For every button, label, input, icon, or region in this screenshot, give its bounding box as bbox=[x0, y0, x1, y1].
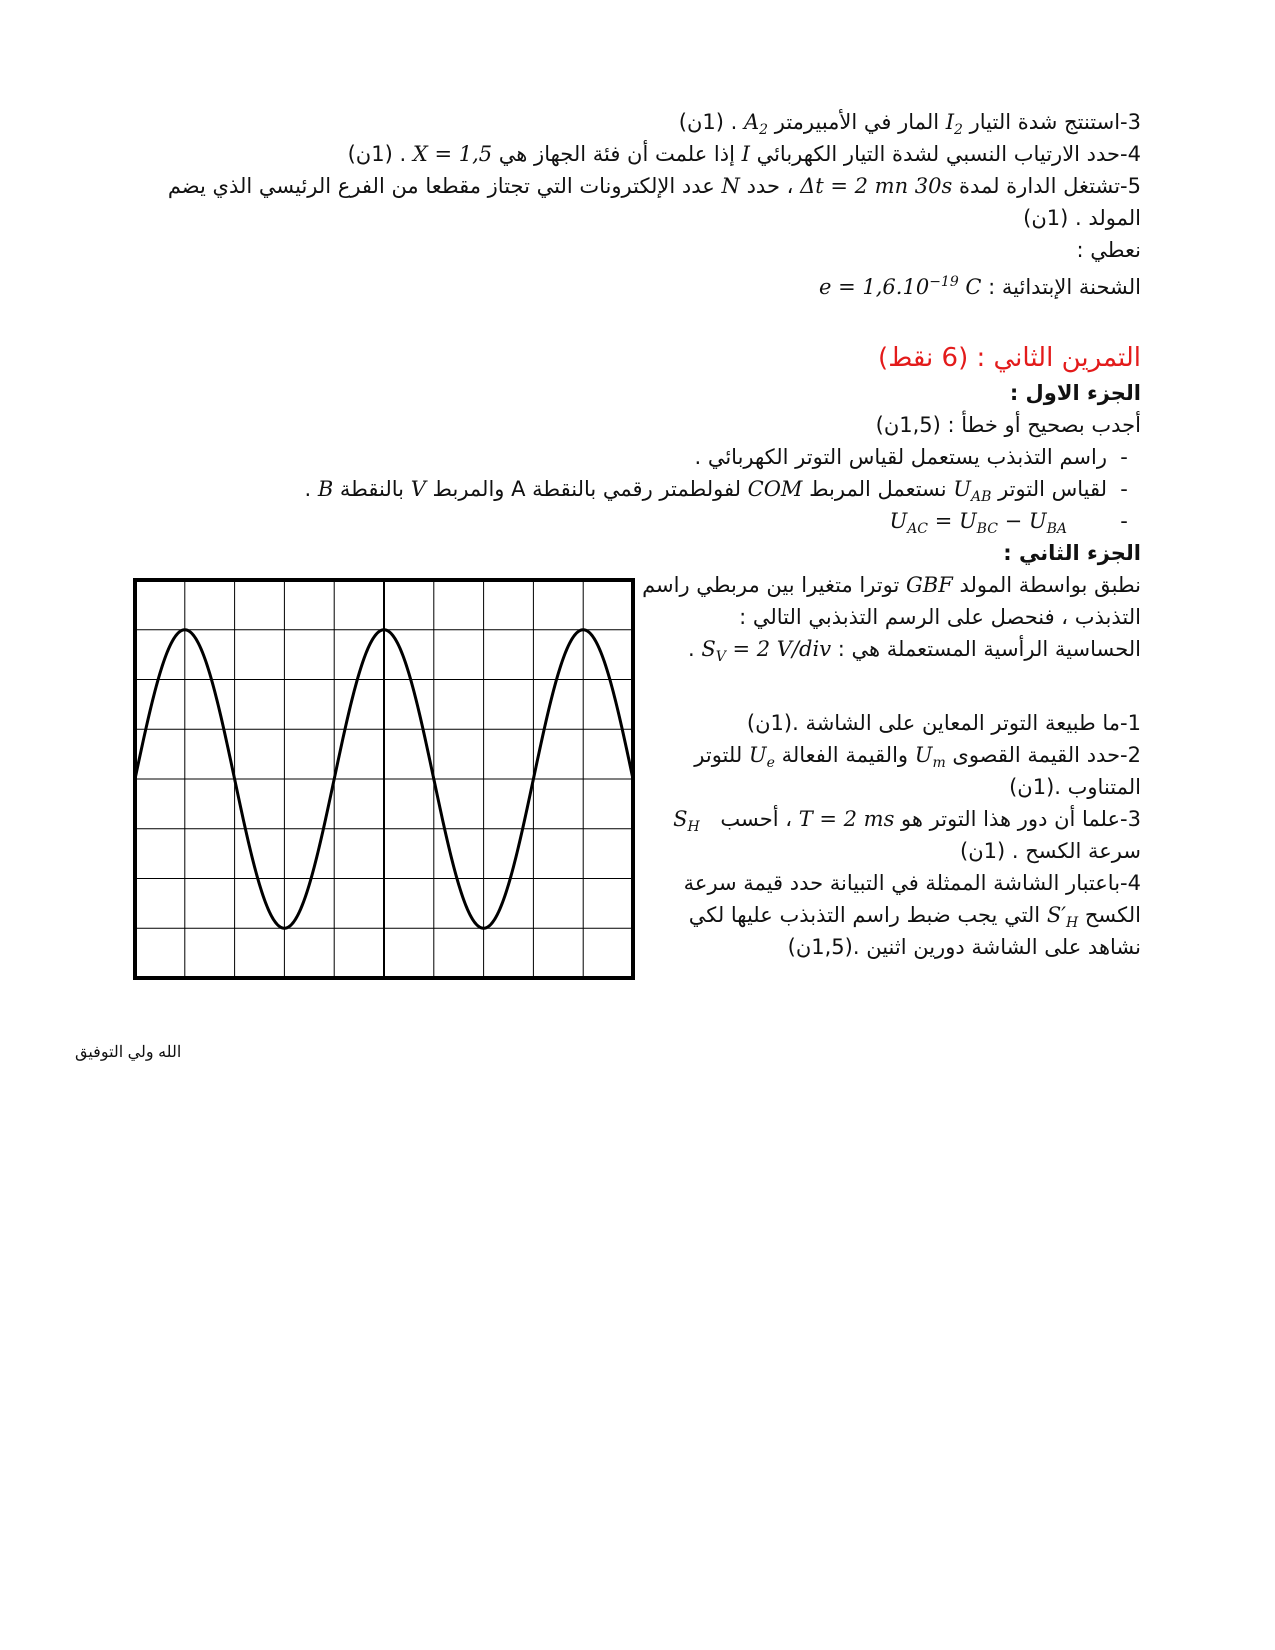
period-value: T = 2 ms bbox=[798, 807, 895, 831]
q4b-text-b: التي يجب ضبط راسم التذبذب عليها لكي bbox=[688, 903, 1047, 927]
part2-question-4: 4-باعتبار الشاشة الممثلة في التبيانة حدد قيمة سرعة bbox=[683, 871, 1141, 895]
intro-text-b: توترا متغيرا بين مربطي راسم bbox=[642, 573, 907, 597]
sensitivity-value: $S_V = 2$ V/div bbox=[701, 637, 832, 666]
statement-2-text-b: نستعمل المربط bbox=[802, 477, 954, 501]
statement-2-text-c: لفولطمتر رقمي بالنقطة A والمربط bbox=[425, 477, 748, 501]
electron-count-symbol: N bbox=[721, 174, 740, 198]
q4-points: . (1ن) bbox=[347, 142, 413, 166]
max-voltage-symbol: $U_m$ bbox=[914, 743, 946, 772]
q3-points: . (1ن) bbox=[678, 110, 744, 134]
q3-text: 3-استنتج شدة التيار bbox=[962, 110, 1141, 134]
dash: - bbox=[1120, 445, 1128, 469]
true-false-instruction: أجدب بصحيح أو خطأ : (1,5ن) bbox=[875, 413, 1141, 437]
class-value: X = 1,5 bbox=[412, 142, 493, 166]
q2-text-c: للتوتر bbox=[694, 743, 749, 767]
part-1-title: الجزء الاول : bbox=[1009, 381, 1141, 405]
given-label: نعطي : bbox=[1076, 238, 1141, 262]
new-sweep-symbol: $S'_H$ bbox=[1046, 903, 1079, 932]
q2-text-b: والقيمة الفعالة bbox=[774, 743, 915, 767]
dash: - bbox=[1120, 477, 1128, 501]
statement-2-end: . bbox=[304, 477, 318, 501]
intro-line-2: التذبذب ، فنحصل على الرسم التذبذبي التالي : bbox=[739, 605, 1141, 629]
generator-symbol: GBF bbox=[906, 573, 953, 597]
closing-note: الله ولي التوفيق bbox=[75, 1044, 182, 1061]
current-symbol: $I_2$ bbox=[945, 110, 963, 139]
intro-end: . bbox=[687, 637, 702, 661]
q4-text-b: إذا علمت أن فئة الجهاز هي bbox=[492, 142, 742, 166]
intro-line-3 bbox=[688, 634, 1141, 672]
q4-text: 4-حدد الارتياب النسبي لشدة التيار الكهربائي bbox=[749, 142, 1141, 166]
statement-2-text: لقياس التوتر bbox=[991, 477, 1107, 501]
q3-text-b: المار في الأمبيرمتر bbox=[768, 110, 946, 134]
question-4 bbox=[348, 139, 1141, 169]
sensitivity-label: الحساسية الرأسية المستعملة هي : bbox=[831, 637, 1141, 661]
question-5 bbox=[168, 171, 1141, 201]
duration: Δt = 2 mn 30s bbox=[800, 174, 953, 198]
current-symbol: I bbox=[741, 142, 750, 166]
part2-question-2-line2: المتناوب .(1ن) bbox=[1009, 775, 1141, 799]
q5-text: 5-تشتغل الدارة لمدة bbox=[952, 174, 1141, 198]
statement-1 bbox=[694, 442, 1141, 472]
voltage-symbol: $U_{AB}$ bbox=[953, 477, 992, 506]
part2-question-1: 1-ما طبيعة التوتر المعاين على الشاشة .(1ن) bbox=[746, 711, 1141, 735]
charge-label: الشحنة الإبتدائية : bbox=[981, 275, 1141, 299]
q4b-text: الكسح bbox=[1078, 903, 1141, 927]
intro-line-1 bbox=[642, 570, 1141, 600]
q3b-text: 3-علما أن دور هذا التوتر هو bbox=[894, 807, 1141, 831]
rms-voltage-symbol: $U_e$ bbox=[748, 743, 775, 772]
oscilloscope-screen bbox=[133, 578, 635, 980]
exercise-2-title: التمرين الثاني : (6 نقط) bbox=[878, 343, 1141, 373]
q2-text: 2-حدد القيمة القصوى bbox=[945, 743, 1141, 767]
ammeter-symbol: $A_2$ bbox=[743, 110, 769, 139]
q5-text-c: عدد الإلكترونات التي تجتاز مقطعا من الفرع الرئيسي الذي يضم bbox=[167, 174, 722, 198]
elementary-charge bbox=[819, 267, 1141, 302]
part2-question-4-line3: نشاهد على الشاشة دورين اثنين .(1,5ن) bbox=[787, 935, 1141, 959]
sweep-symbol: $S_H$ bbox=[673, 807, 700, 836]
statement-2-text-d: بالنقطة bbox=[333, 477, 411, 501]
question-5-line2: المولد . (1ن) bbox=[1023, 206, 1141, 230]
intro-text: نطبق بواسطة المولد bbox=[952, 573, 1141, 597]
v-terminal: V bbox=[410, 477, 426, 501]
point-b: B bbox=[317, 477, 334, 501]
charge-value: $e = 1,6.10^{-19}$ C bbox=[819, 274, 982, 299]
voltage-equation: $U_{AC} = U_{BC} - U_{BA}$ bbox=[889, 509, 1067, 538]
part-2-title: الجزء الثاني : bbox=[1003, 541, 1141, 565]
com-terminal: COM bbox=[747, 477, 803, 501]
q5-text-b: ، حدد bbox=[739, 174, 801, 198]
dash: - bbox=[1120, 509, 1128, 533]
statement-1-text: راسم التذبذب يستعمل لقياس التوتر الكهربائي . bbox=[694, 445, 1107, 469]
q3b-text-b: ، أحسب bbox=[713, 807, 799, 831]
part2-question-3-line2: سرعة الكسح . (1ن) bbox=[960, 839, 1141, 863]
